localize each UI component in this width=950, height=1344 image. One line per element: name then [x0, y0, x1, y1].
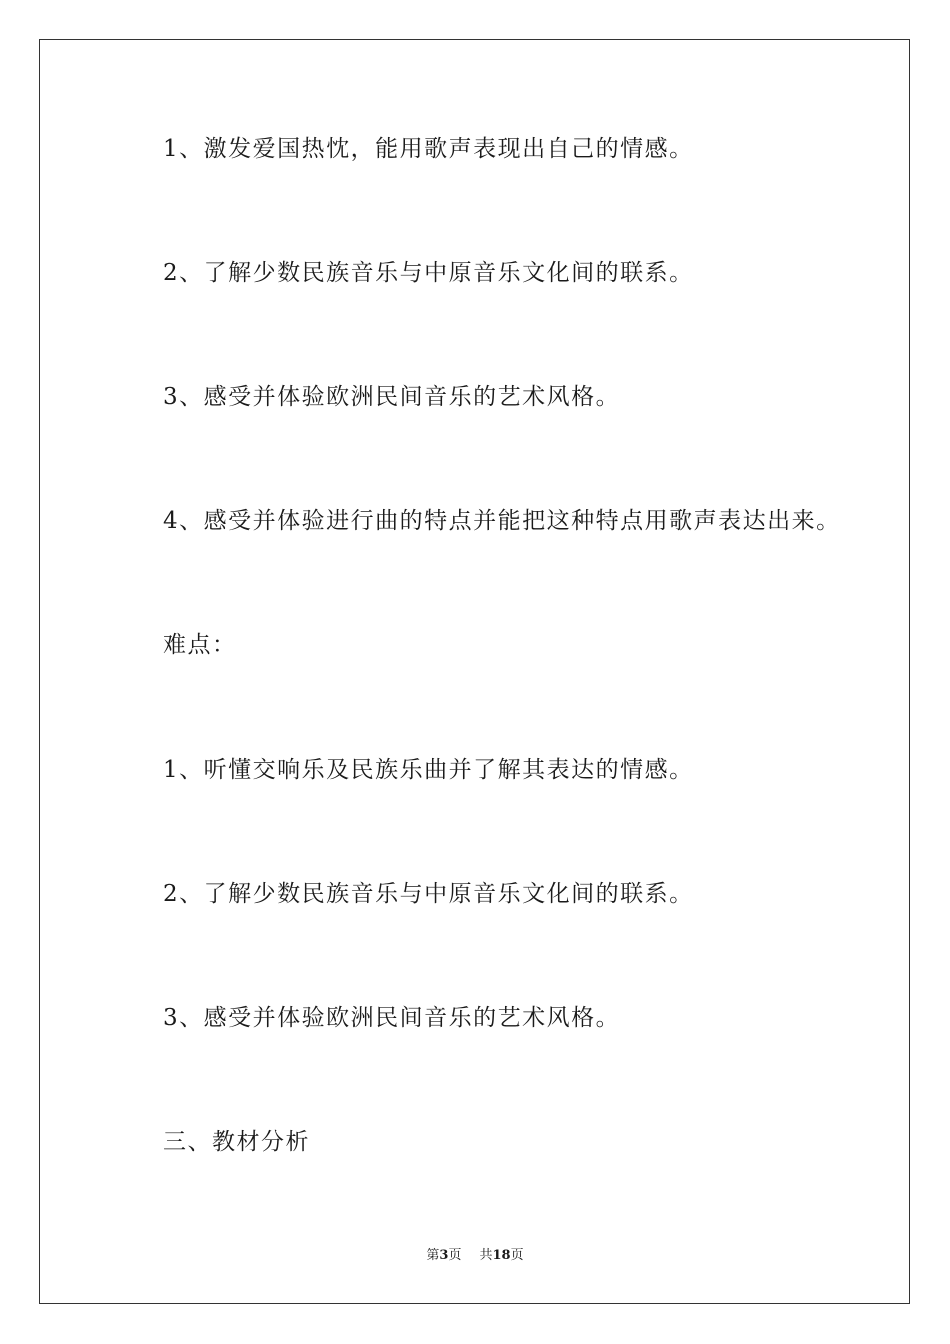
difficulty-heading: 难点： [163, 632, 237, 658]
footer-page-number: 3 [439, 1248, 449, 1263]
objective-item-2: 2、了解少数民族音乐与中原音乐文化间的联系。 [163, 260, 694, 286]
footer-page-suffix: 页 [448, 1248, 462, 1263]
objective-item-4: 4、感受并体验进行曲的特点并能把这种特点用歌声表达出来。 [163, 508, 841, 534]
objective-item-1: 1、激发爱国热忱，能用歌声表现出自己的情感。 [163, 136, 694, 162]
footer-page-prefix: 第 [426, 1248, 440, 1263]
footer-total-number: 18 [492, 1248, 511, 1263]
difficulty-item-3: 3、感受并体验欧洲民间音乐的艺术风格。 [163, 1005, 621, 1031]
footer-total-prefix: 共 [479, 1248, 493, 1263]
footer-total-suffix: 页 [510, 1248, 524, 1263]
page-border [39, 39, 910, 1304]
difficulty-item-2: 2、了解少数民族音乐与中原音乐文化间的联系。 [163, 881, 694, 907]
page-footer [0, 1244, 950, 1263]
difficulty-item-1: 1、听懂交响乐及民族乐曲并了解其表达的情感。 [163, 757, 694, 783]
section-heading-textbook-analysis: 三、教材分析 [163, 1129, 310, 1155]
objective-item-3: 3、感受并体验欧洲民间音乐的艺术风格。 [163, 384, 621, 410]
